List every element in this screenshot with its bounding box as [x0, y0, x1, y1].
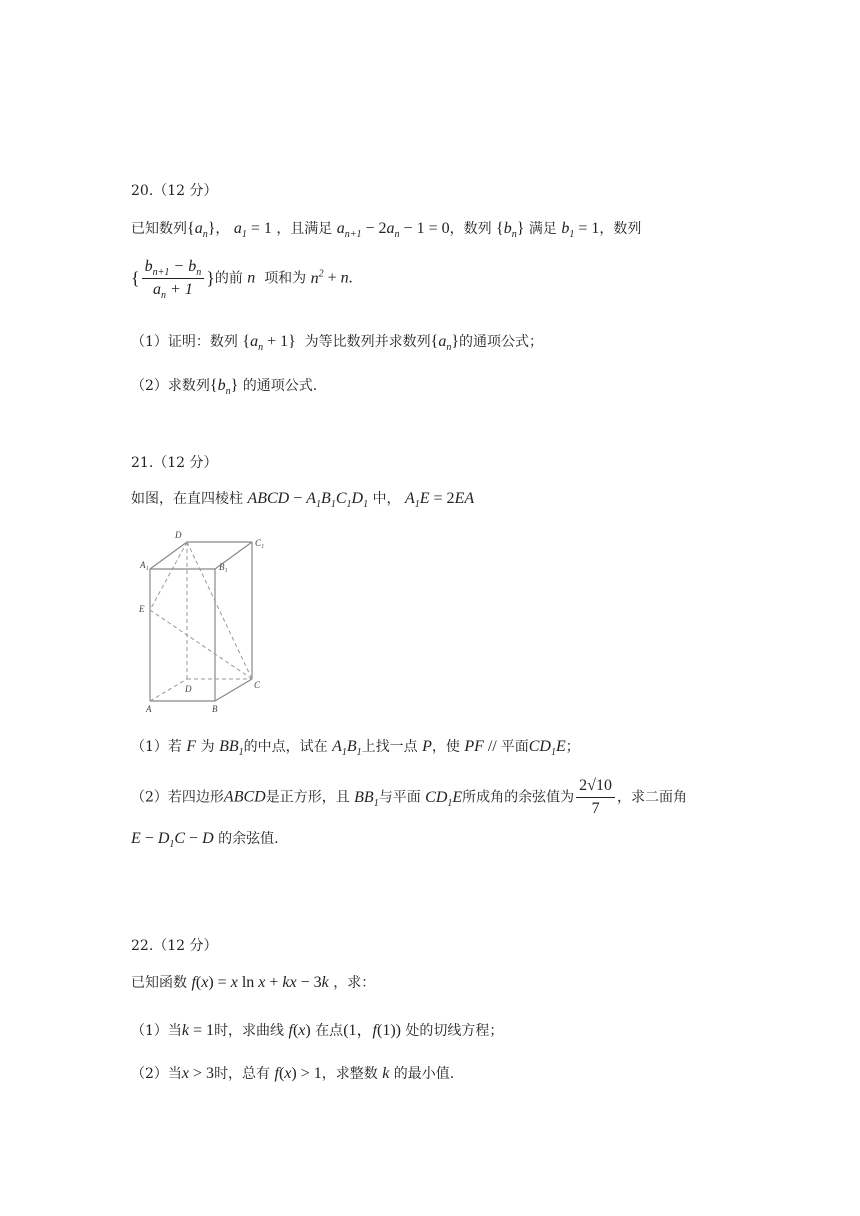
- prism-figure: [130, 524, 280, 714]
- q20-intro-line2: { $\frac{b_{n+1} - b_n}{a_n + 1}$ }的前 n 项和为 $n^2 + n$.: [131, 258, 353, 302]
- edge-BC: [215, 679, 252, 701]
- label-A: A: [146, 704, 152, 714]
- q22-part1: （1）当k = 1时，求曲线 f(x) 在点(1，f(1)) 处的切线方程；: [131, 1022, 504, 1039]
- label-D1: D: [175, 530, 182, 540]
- q20-header: 20.（12 分）: [131, 183, 218, 199]
- label-C: C: [254, 680, 261, 690]
- edge-A1D1: [150, 542, 187, 569]
- fraction: $\frac{b_{n+1} - b_n}{a_n + 1}$: [142, 258, 205, 299]
- q21-part2-line1: （2）若四边形ABCD是正方形，且 $BB_1$与平面 $CD_1E$所成角的余弦值为 $\frac{2√10}{7}$ ，求二面角: [131, 777, 687, 817]
- q20-intro-line1: 已知数列$\{a_n\}$， $a_1 = 1$ ，且满足 $a_{n+1} - 2a_n - 1 = 0$，数列 $\{b_n\}$ 满足 $b_1 = 1$，数列: [131, 220, 642, 241]
- q22-intro: 已知函数 f(x) = x ln x + kx − 3k ，求：: [131, 974, 376, 991]
- label-B1: B₁: [219, 562, 228, 572]
- q21-part2-line2: $E - D_1C - D$ 的余弦值.: [131, 830, 279, 851]
- q22-part2: （2）当x > 3时，总有 f(x) > 1，求整数 k 的最小值.: [131, 1065, 455, 1082]
- q21-intro: 如图，在直四棱柱 ABCD − $A_1B_1C_1D_1$ 中， $A_1E = 2EA$: [131, 490, 475, 511]
- q20-part2: （2）求数列$\{b_n\}$ 的通项公式.: [131, 377, 318, 398]
- q22-header: 22.（12 分）: [131, 938, 218, 954]
- edge-AD-hidden: [150, 679, 187, 701]
- label-B: B: [212, 704, 218, 714]
- label-A1: A₁: [140, 560, 149, 570]
- q21-part1: （1）若 F 为 $BB_1$的中点，试在 $A_1B_1$上找一点 P，使 PF // 平面$CD_1E$；: [131, 738, 580, 759]
- q21-header: 21.（12 分）: [131, 455, 218, 471]
- segment-EC: [150, 610, 252, 679]
- label-C1: C₁: [255, 538, 265, 548]
- label-D: D: [185, 684, 192, 694]
- fraction: $\frac{2√10}{7}$: [576, 777, 615, 818]
- q20-part1: （1）证明：数列 $\{a_n + 1\}$ 为等比数列并求数列$\{a_n\}$的通项公式；: [131, 333, 544, 354]
- segment-D1E: [150, 542, 187, 610]
- label-E: E: [139, 604, 145, 614]
